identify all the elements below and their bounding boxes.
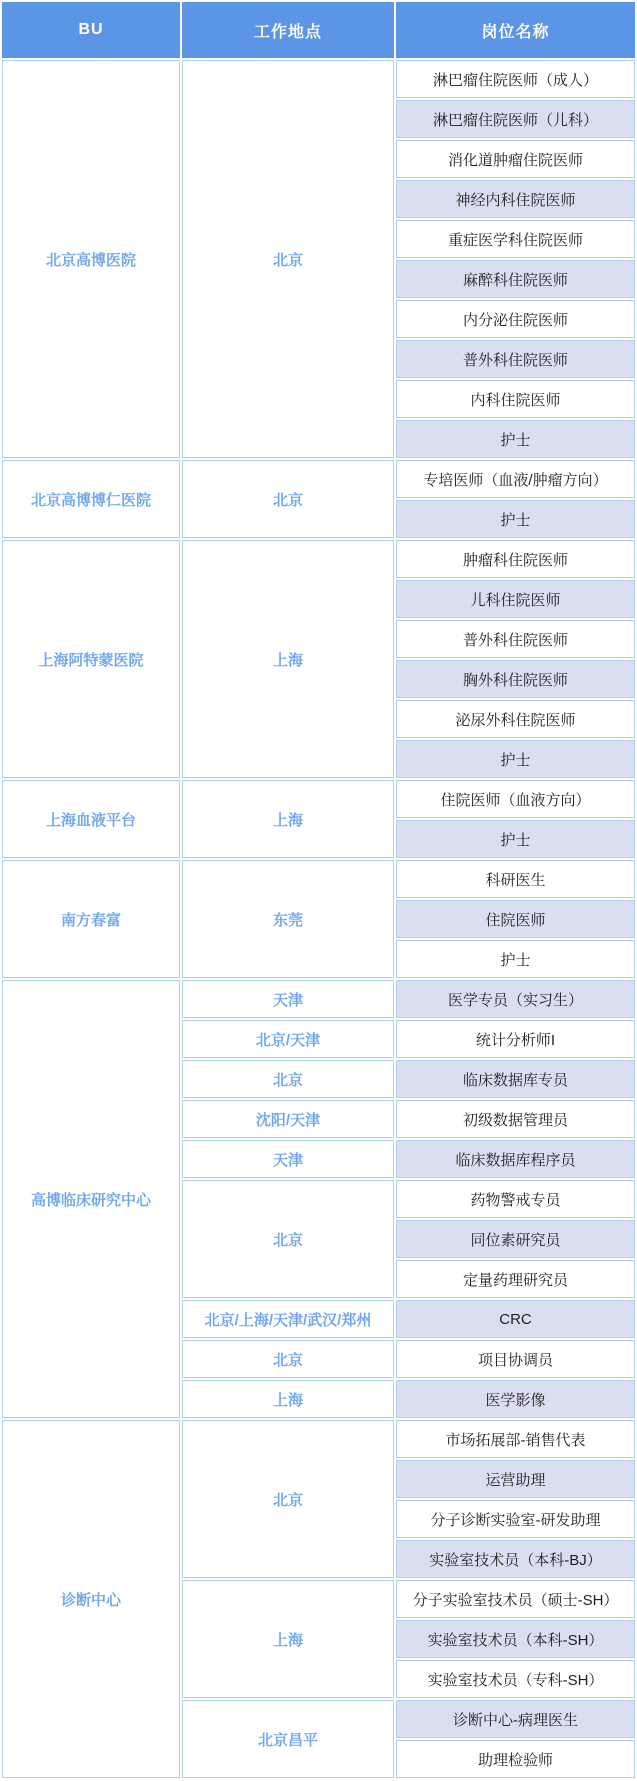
position-cell: 诊断中心-病理医生 xyxy=(396,1700,635,1738)
header-cell-location: 工作地点 xyxy=(182,2,394,58)
position-cell: 临床数据库专员 xyxy=(396,1060,635,1098)
position-cell: 肿瘤科住院医师 xyxy=(396,540,635,578)
location-cell: 北京/天津 xyxy=(182,1020,394,1058)
position-cell: 胸外科住院医师 xyxy=(396,660,635,698)
position-cell: 实验室技术员（本科-SH） xyxy=(396,1620,635,1658)
location-cell: 北京 xyxy=(182,460,394,538)
position-cell: 泌尿外科住院医师 xyxy=(396,700,635,738)
bu-cell: 高博临床研究中心 xyxy=(2,980,180,1418)
position-cell: 护士 xyxy=(396,420,635,458)
position-cell: 内分泌住院医师 xyxy=(396,300,635,338)
table-row xyxy=(2,1420,635,1458)
location-cell: 上海 xyxy=(182,1580,394,1698)
table-row xyxy=(2,980,635,1018)
bu-cell: 诊断中心 xyxy=(2,1420,180,1778)
position-cell: 项目协调员 xyxy=(396,1340,635,1378)
position-cell: 住院医师 xyxy=(396,900,635,938)
position-cell: 定量药理研究员 xyxy=(396,1260,635,1298)
position-cell: 统计分析师I xyxy=(396,1020,635,1058)
position-cell: 神经内科住院医师 xyxy=(396,180,635,218)
bu-cell: 南方春富 xyxy=(2,860,180,978)
position-cell: 市场拓展部-销售代表 xyxy=(396,1420,635,1458)
position-cell: 医学影像 xyxy=(396,1380,635,1418)
position-cell: 普外科住院医师 xyxy=(396,340,635,378)
position-cell: 护士 xyxy=(396,740,635,778)
header-cell-bu: BU xyxy=(2,2,180,58)
location-cell: 北京 xyxy=(182,60,394,458)
bu-cell: 上海阿特蒙医院 xyxy=(2,540,180,778)
location-cell: 沈阳/天津 xyxy=(182,1100,394,1138)
position-cell: 实验室技术员（专科-SH） xyxy=(396,1660,635,1698)
position-cell: 同位素研究员 xyxy=(396,1220,635,1258)
location-cell: 天津 xyxy=(182,1140,394,1178)
position-cell: 内科住院医师 xyxy=(396,380,635,418)
position-cell: CRC xyxy=(396,1300,635,1338)
table-header xyxy=(2,2,635,58)
location-cell: 北京 xyxy=(182,1060,394,1098)
location-cell: 上海 xyxy=(182,780,394,858)
position-cell: 护士 xyxy=(396,940,635,978)
location-cell: 北京 xyxy=(182,1180,394,1298)
position-cell: 住院医师（血液方向） xyxy=(396,780,635,818)
header-cell-position: 岗位名称 xyxy=(396,2,635,58)
position-cell: 分子实验室技术员（硕士-SH） xyxy=(396,1580,635,1618)
position-cell: 淋巴瘤住院医师（成人） xyxy=(396,60,635,98)
bu-cell: 北京高博医院 xyxy=(2,60,180,458)
position-cell: 分子诊断实验室-研发助理 xyxy=(396,1500,635,1538)
location-cell: 上海 xyxy=(182,540,394,778)
position-cell: 护士 xyxy=(396,500,635,538)
bu-cell: 上海血液平台 xyxy=(2,780,180,858)
table-row xyxy=(2,460,635,498)
location-cell: 北京/上海/天津/武汉/郑州 xyxy=(182,1300,394,1338)
position-cell: 药物警戒专员 xyxy=(396,1180,635,1218)
bu-cell: 北京高博博仁医院 xyxy=(2,460,180,538)
position-cell: 儿科住院医师 xyxy=(396,580,635,618)
position-cell: 护士 xyxy=(396,820,635,858)
position-cell: 消化道肿瘤住院医师 xyxy=(396,140,635,178)
position-cell: 助理检验师 xyxy=(396,1740,635,1778)
job-table-body xyxy=(2,60,635,1778)
location-cell: 天津 xyxy=(182,980,394,1018)
position-cell: 实验室技术员（本科-BJ） xyxy=(396,1540,635,1578)
location-cell: 上海 xyxy=(182,1380,394,1418)
position-cell: 普外科住院医师 xyxy=(396,620,635,658)
position-cell: 淋巴瘤住院医师（儿科） xyxy=(396,100,635,138)
table-row xyxy=(2,60,635,98)
position-cell: 重症医学科住院医师 xyxy=(396,220,635,258)
location-cell: 北京 xyxy=(182,1340,394,1378)
header-row xyxy=(2,2,635,58)
table-row xyxy=(2,540,635,578)
position-cell: 麻醉科住院医师 xyxy=(396,260,635,298)
table-row xyxy=(2,780,635,818)
position-cell: 临床数据库程序员 xyxy=(396,1140,635,1178)
position-cell: 初级数据管理员 xyxy=(396,1100,635,1138)
position-cell: 医学专员（实习生） xyxy=(396,980,635,1018)
location-cell: 北京昌平 xyxy=(182,1700,394,1778)
location-cell: 北京 xyxy=(182,1420,394,1578)
position-cell: 运营助理 xyxy=(396,1460,635,1498)
location-cell: 东莞 xyxy=(182,860,394,978)
table-row xyxy=(2,860,635,898)
position-cell: 科研医生 xyxy=(396,860,635,898)
position-cell: 专培医师（血液/肿瘤方向） xyxy=(396,460,635,498)
